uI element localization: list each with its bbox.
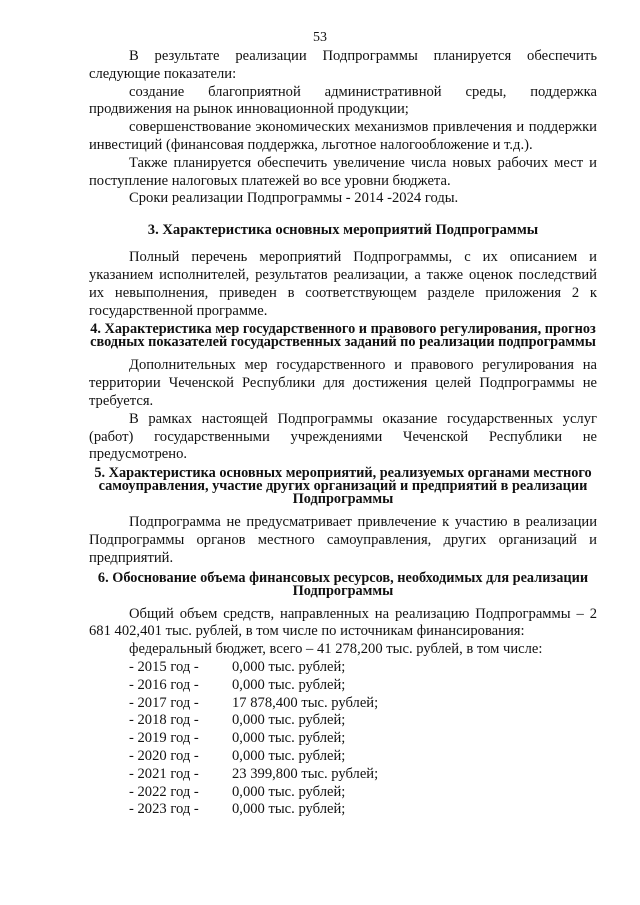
funding-year-row bbox=[129, 784, 597, 802]
section-heading: 3. Характеристика основных мероприятий Подпрограммы bbox=[147, 222, 539, 239]
funding-year: - 2018 год - bbox=[129, 712, 199, 729]
section-heading: 4. Характеристика мер государственного и правового регулирования, прогноз сводных показателей государственных заданий по реализации подпрограммы bbox=[90, 321, 596, 351]
funding-year-row bbox=[129, 801, 597, 819]
section-heading: 5. Характеристика основных мероприятий, реализуемых органами местного самоуправления, участие других организаций и предприятий в реализации Подпрограммы bbox=[94, 465, 592, 508]
funding-year: - 2020 год - bbox=[129, 747, 199, 764]
funding-year-row bbox=[129, 766, 597, 784]
page-number: 53 bbox=[313, 30, 327, 45]
paragraph: Подпрограмма не предусматривает привлечение к участию в реализации Подпрограммы органов местного самоуправления, других организаций и предприятий. bbox=[89, 514, 597, 566]
funding-year: - 2023 год - bbox=[129, 801, 199, 818]
document-body bbox=[89, 48, 597, 819]
paragraph: Сроки реализации Подпрограммы - 2014 -2024 годы. bbox=[129, 190, 459, 207]
funding-year: - 2015 год - bbox=[129, 658, 199, 675]
funding-year-row bbox=[129, 712, 597, 730]
paragraph: создание благоприятной административной среды, поддержка продвижения на рынок инновационной продукции; bbox=[89, 83, 597, 118]
paragraph: В результате реализации Подпрограммы планируется обеспечить следующие показатели: bbox=[89, 48, 597, 82]
funding-amount: 0,000 тыс. рублей; bbox=[232, 658, 346, 675]
funding-amount: 0,000 тыс. рублей; bbox=[232, 730, 346, 747]
funding-year: - 2017 год - bbox=[129, 694, 199, 711]
paragraph: Общий объем средств, направленных на реализацию Подпрограммы – 2 681 402,401 тыс. рублей, в том числе по источникам финансирования: bbox=[89, 605, 597, 640]
funding-year: - 2021 год - bbox=[129, 765, 199, 782]
paragraph: федеральный бюджет, всего – 41 278,200 тыс. рублей, в том числе: bbox=[129, 641, 543, 658]
funding-amount: 0,000 тыс. рублей; bbox=[232, 801, 346, 818]
paragraph: Также планируется обеспечить увеличение числа новых рабочих мест и поступление налоговых платежей во все уровни бюджета. bbox=[89, 154, 597, 189]
funding-amount: 0,000 тыс. рублей; bbox=[232, 676, 346, 693]
funding-amount: 0,000 тыс. рублей; bbox=[232, 783, 346, 800]
funding-year-row bbox=[129, 748, 597, 766]
funding-year-row bbox=[129, 695, 597, 713]
paragraph: В рамках настоящей Подпрограммы оказание государственных услуг (работ) государственными учреждениями Чеченской Республики не предусмотрено. bbox=[89, 410, 597, 463]
funding-year-row bbox=[129, 659, 597, 677]
funding-year: - 2019 год - bbox=[129, 730, 199, 747]
funding-year: - 2016 год - bbox=[129, 676, 199, 693]
funding-year-row bbox=[129, 730, 597, 748]
funding-amount: 23 399,800 тыс. рублей; bbox=[232, 765, 379, 782]
section-heading: 6. Обоснование объема финансовых ресурсов, необходимых для реализации Подпрограммы bbox=[97, 569, 589, 599]
funding-year: - 2022 год - bbox=[129, 783, 199, 800]
paragraph: Дополнительных мер государственного и правового регулирования на территории Чеченской Республики для достижения целей Подпрограммы не требуется. bbox=[89, 357, 597, 409]
paragraph: Полный перечень мероприятий Подпрограммы, с их описанием и указанием исполнителей, результатов реализации, а также оценок последствий их невыполнения, приведен в соответствующем разделе приложения 2 к государственной программе. bbox=[89, 249, 597, 319]
funding-amount: 0,000 тыс. рублей; bbox=[232, 712, 346, 729]
funding-amount: 0,000 тыс. рублей; bbox=[232, 747, 346, 764]
funding-amount: 17 878,400 тыс. рублей; bbox=[232, 694, 379, 711]
paragraph: совершенствование экономических механизмов привлечения и поддержки инвестиций (финансовая поддержка, льготное налогообложение и т.д.). bbox=[89, 119, 597, 153]
funding-year-row bbox=[129, 677, 597, 695]
